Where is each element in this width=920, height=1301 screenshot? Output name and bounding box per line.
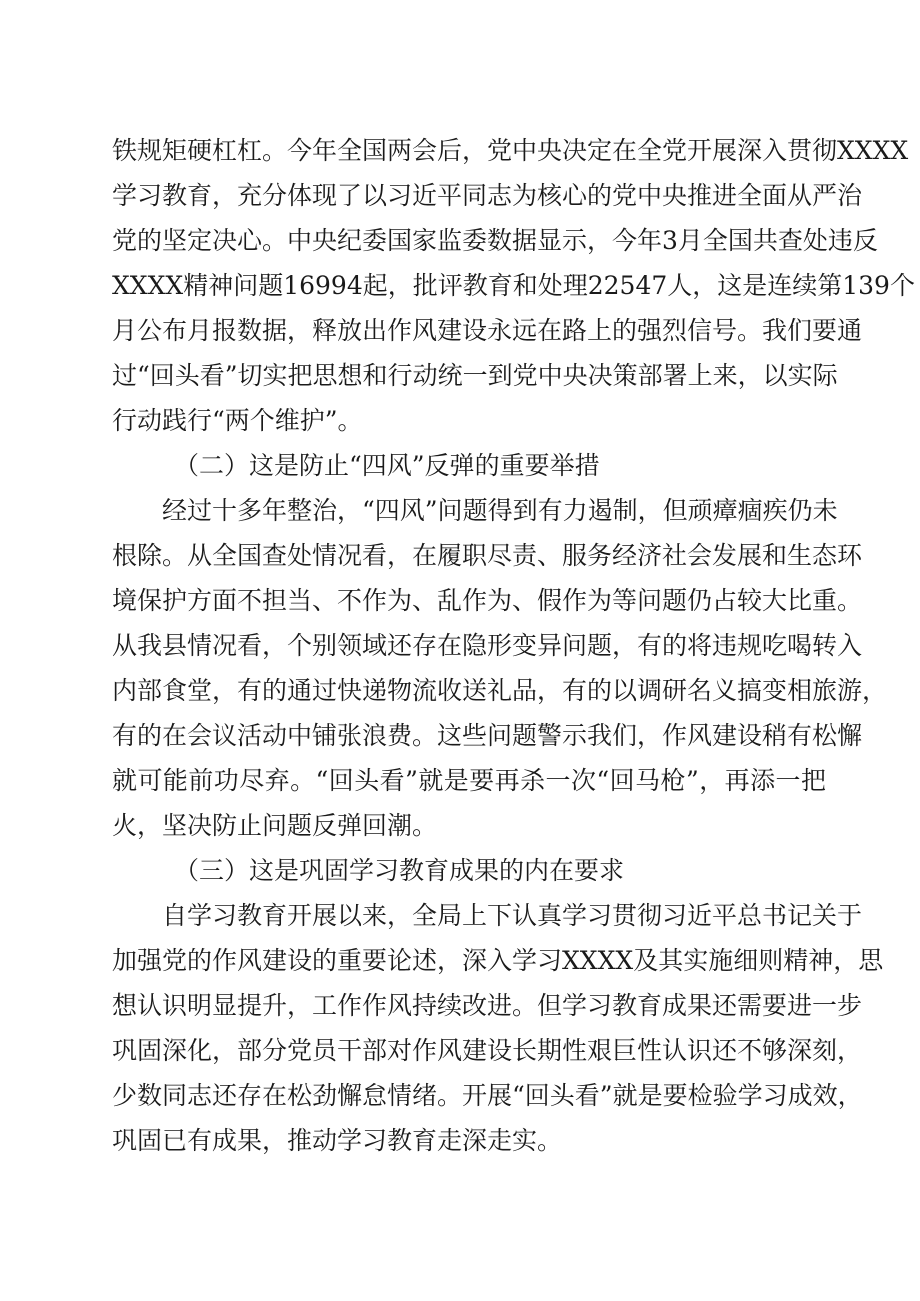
paragraph-line: 加强党的作风建设的重要论述，深入学习XXXX及其实施细则精神，思: [112, 946, 884, 975]
section-heading: （二）这是防止“四风”反弹的重要举措: [174, 451, 600, 480]
paragraph-line: 少数同志还存在松劲懈怠情绪。开展“回头看”就是要检验学习成效，: [112, 1081, 863, 1110]
paragraph-line: 内部食堂，有的通过快递物流收送礼品，有的以调研名义搞变相旅游，: [112, 676, 888, 705]
paragraph-line: 党的坚定决心。中央纪委国家监委数据显示，今年3月全国共查处违反: [112, 226, 878, 255]
paragraph-line: 就可能前功尽弃。“回头看”就是要再杀一次“回马枪”，再添一把: [112, 766, 826, 795]
paragraph-line: 境保护方面不担当、不作为、乱作为、假作为等问题仍占较大比重。: [112, 586, 863, 615]
paragraph-line: 火，坚决防止问题反弹回潮。: [112, 811, 438, 840]
paragraph-line: 过“回头看”切实把思想和行动统一到党中央决策部署上来，以实际: [112, 361, 838, 390]
paragraph-line: XXXX精神问题16994起，批评教育和处理22547人，这是连续第139个: [112, 271, 915, 300]
paragraph-line: 巩固已有成果，推动学习教育走深走实。: [112, 1126, 563, 1155]
paragraph-line: 从我县情况看，个别领域还存在隐形变异问题，有的将违规吃喝转入: [112, 631, 863, 660]
paragraph-line: 自学习教育开展以来，全局上下认真学习贯彻习近平总书记关于: [162, 901, 863, 930]
section-heading: （三）这是巩固学习教育成果的内在要求: [174, 856, 625, 885]
paragraph-line: 行动践行“两个维护”。: [112, 406, 363, 435]
paragraph-line: 月公布月报数据，释放出作风建设永远在路上的强烈信号。我们要通: [112, 316, 863, 345]
paragraph-line: 铁规矩硬杠杠。今年全国两会后，党中央决定在全党开展深入贯彻XXXX: [112, 136, 909, 165]
paragraph-line: 有的在会议活动中铺张浪费。这些问题警示我们，作风建设稍有松懈: [112, 721, 863, 750]
paragraph-line: 根除。从全国查处情况看，在履职尽责、服务经济社会发展和生态环: [112, 541, 863, 570]
paragraph-line: 经过十多年整治，“四风”问题得到有力遏制，但顽瘴痼疾仍未: [162, 496, 838, 525]
document-body: [112, 128, 915, 1163]
paragraph-line: 巩固深化，部分党员干部对作风建设长期性艰巨性认识还不够深刻，: [112, 1036, 863, 1065]
paragraph-line: 学习教育，充分体现了以习近平同志为核心的党中央推进全面从严治: [112, 181, 863, 210]
paragraph-line: 想认识明显提升，工作作风持续改进。但学习教育成果还需要进一步: [112, 991, 863, 1020]
